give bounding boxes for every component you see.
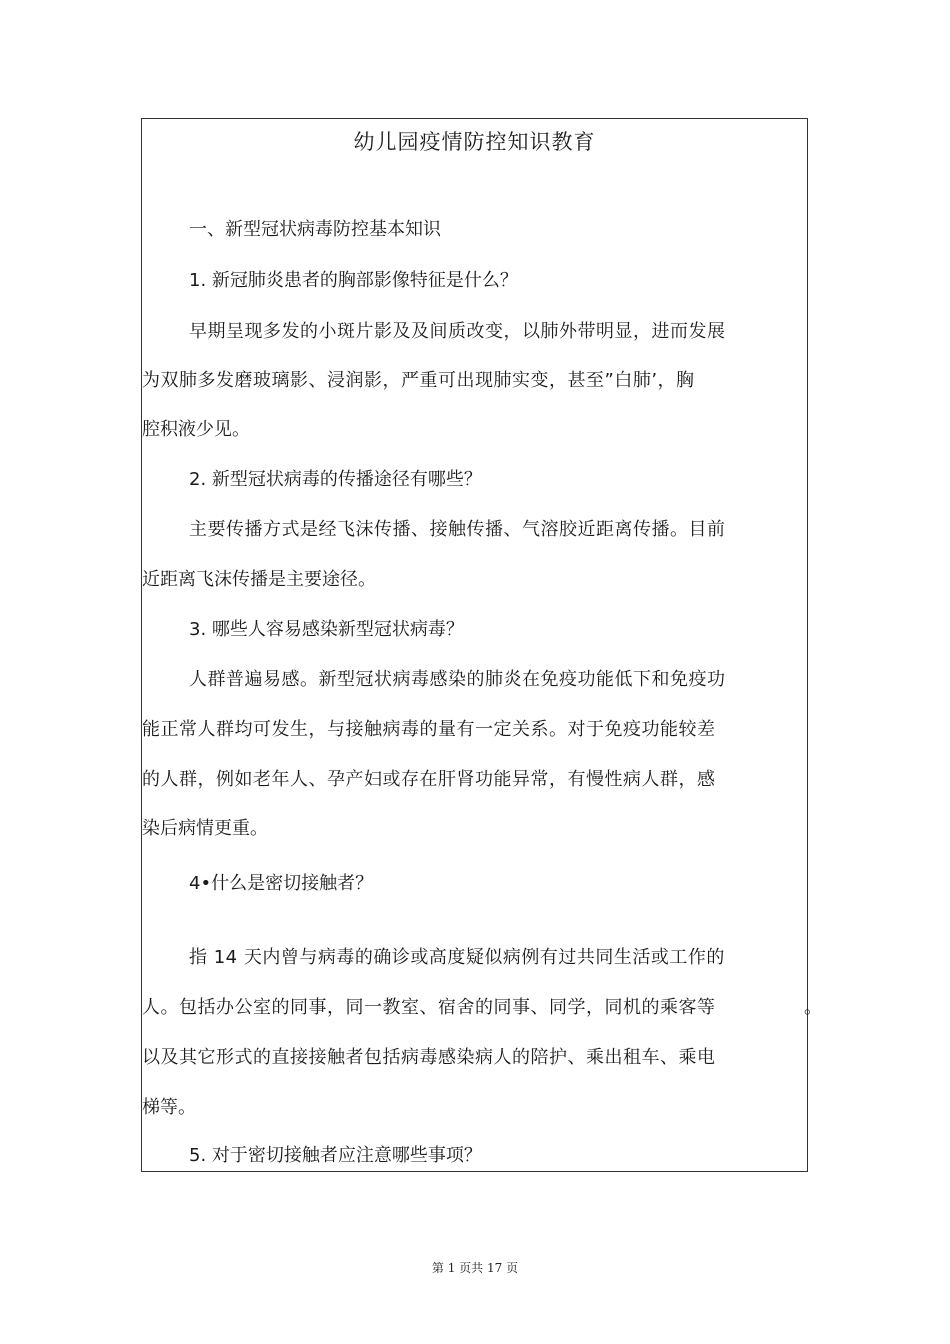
answer-2-line-1: 主要传播方式是经飞沫传播、接触传播、气溶胶近距离传播。目前: [189, 519, 726, 540]
section-heading: 一、新型冠状病毒防控基本知识: [189, 219, 441, 240]
question-3: 3. 哪些人容易感染新型冠状病毒？: [189, 619, 464, 640]
answer-3-line-1: 人群普遍易感。新型冠状病毒感染的肺炎在免疫功能低下和免疫功: [189, 669, 726, 690]
answer-1-line-1: 早期呈现多发的小斑片影及及间质改变，以肺外带明显，进而发展: [189, 321, 726, 342]
document-frame: [141, 118, 822, 1172]
answer-4-line-1: 指 14 天内曾与病毒的确诊或高度疑似病例有过共同生活或工作的: [189, 947, 725, 968]
answer-4-line-2-overflow-mark: 。: [804, 997, 822, 1018]
answer-4-line-2: 人。包括办公室的同事，同一教室、宿舍的同事、同学，同机的乘客等: [142, 997, 716, 1018]
answer-3-line-2: 能正常人群均可发生，与接触病毒的量有一定关系。对于免疫功能较差: [142, 719, 716, 740]
question-1: 1. 新冠肺炎患者的胸部影像特征是什么？: [189, 270, 518, 291]
question-4: 4•什么是密切接触者？: [189, 873, 374, 894]
answer-1-line-2: 为双肺多发磨玻璃影、浸润影，严重可出现肺实变，甚至”白肺’，胸: [142, 370, 695, 391]
answer-3-line-3: 的人群，例如老年人、孕产妇或存在肝肾功能异常，有慢性病人群，感: [142, 769, 716, 790]
question-2: 2. 新型冠状病毒的传播途径有哪些？: [189, 469, 482, 490]
question-5: 5. 对于密切接触者应注意哪些事项？: [189, 1145, 482, 1166]
answer-2-line-2: 近距离飞沫传播是主要途径。: [142, 569, 376, 590]
answer-3-line-4: 染后病情更重。: [142, 818, 268, 839]
page-number-footer: 第 1 页共 17 页: [431, 1261, 519, 1275]
document-title: 幼儿园疫情防控知识教育: [353, 130, 596, 154]
answer-1-line-3: 腔积液少见。: [142, 419, 250, 440]
answer-4-line-3: 以及其它形式的直接接触者包括病毒感染病人的陪护、乘出租车、乘电: [142, 1047, 716, 1068]
answer-4-line-4: 梯等。: [142, 1097, 196, 1118]
